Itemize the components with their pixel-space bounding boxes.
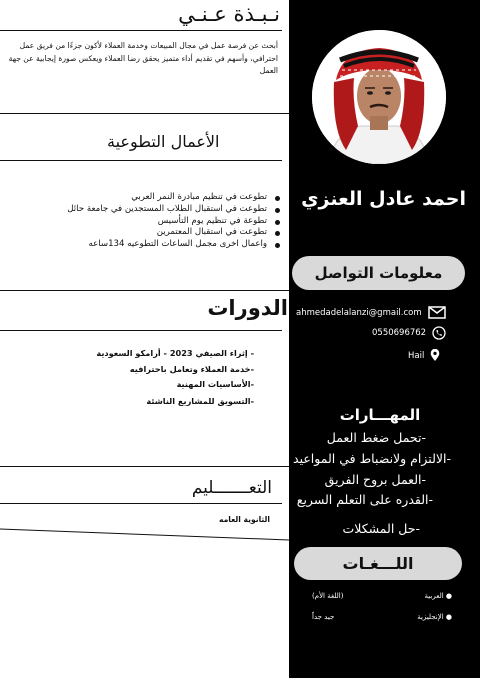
profile-name: احمد عادل العنزي (301, 188, 466, 210)
list-item: تطوعت في استقبال المعتمرين (40, 227, 280, 239)
list-item: تطوعت في تنظيم مبادرة النمر العربي (40, 192, 280, 204)
language-row (312, 592, 452, 600)
divider (0, 113, 289, 114)
location-pin-icon (430, 349, 440, 362)
location-row (408, 349, 440, 362)
email-row[interactable] (296, 306, 446, 319)
skill-item: -القدره على التعلم السريع (296, 492, 433, 507)
list-item: تطوعة في تنظيم يوم التأسيس (40, 216, 280, 228)
divider (0, 466, 289, 467)
list-item: تطوعت في استقبال الطلاب المستجدين في جامعة حائل (40, 204, 280, 216)
skills-title: المهـــارات (339, 406, 421, 424)
education-item: الثانوية العامه (218, 515, 270, 524)
divider (0, 30, 282, 31)
about-text: أبحث عن فرصة عمل في مجال المبيعات وخدمة العملاء لأكون جزءًا من فريق عمل احترافي، وأسهم في تقديم أداء متميز يحقق رضا العملاء ويعكس صورة إيجابية عن جهة العمل (8, 41, 278, 75)
language-level: جيد جداً (312, 613, 335, 621)
phone-icon (432, 326, 446, 340)
about-title: نـبـذة عـنـي (178, 2, 280, 26)
language-row (312, 613, 452, 621)
course-item: -الأساسيات المهنية (176, 379, 254, 389)
volunteer-title: الأعمال التطوعية (107, 132, 220, 151)
course-item: -التسويق للمشاريع الناشئة (146, 396, 254, 406)
courses-title: الدورات (207, 296, 288, 320)
languages-title: اللـــغـات (342, 554, 414, 573)
profile-photo (312, 30, 446, 164)
education-title: التعـــــــليم (191, 478, 272, 498)
envelope-icon (428, 306, 446, 319)
language-level: (اللغة الأم) (312, 592, 344, 600)
email-text[interactable]: ahmedadelalanzi@gmail.com (296, 307, 422, 318)
volunteer-list (40, 192, 280, 251)
languages-heading (294, 547, 462, 580)
phone-text[interactable]: 0550696762 (372, 328, 427, 338)
course-item: - إثراء الصيفي 2023 - أرامكو السعودية (96, 348, 254, 358)
divider (0, 160, 282, 161)
divider (0, 290, 289, 291)
phone-row[interactable] (372, 326, 446, 340)
course-item: -خدمة العملاء وتعامل باحترافيه (129, 364, 254, 374)
skill-item: -الالتزام ولانضباط في المواعيد (293, 451, 451, 466)
location-text: Hail (408, 350, 425, 361)
language-name: ● العربية (424, 592, 452, 600)
language-name: ● الإنجليزية (417, 613, 452, 621)
contact-heading (292, 256, 465, 290)
divider (0, 528, 290, 542)
contact-title: معلومات التواصل (314, 264, 443, 282)
divider (0, 330, 282, 331)
list-item: واعمال اخرى مجمل الساعات التطوعيه 134ساعه (40, 239, 280, 251)
avatar (312, 30, 446, 164)
skill-item: -العمل بروح الفريق (324, 472, 426, 487)
divider (0, 503, 282, 504)
skill-item: -حل المشكلات (342, 521, 420, 536)
skill-item: -تحمل ضغط العمل (326, 430, 426, 445)
